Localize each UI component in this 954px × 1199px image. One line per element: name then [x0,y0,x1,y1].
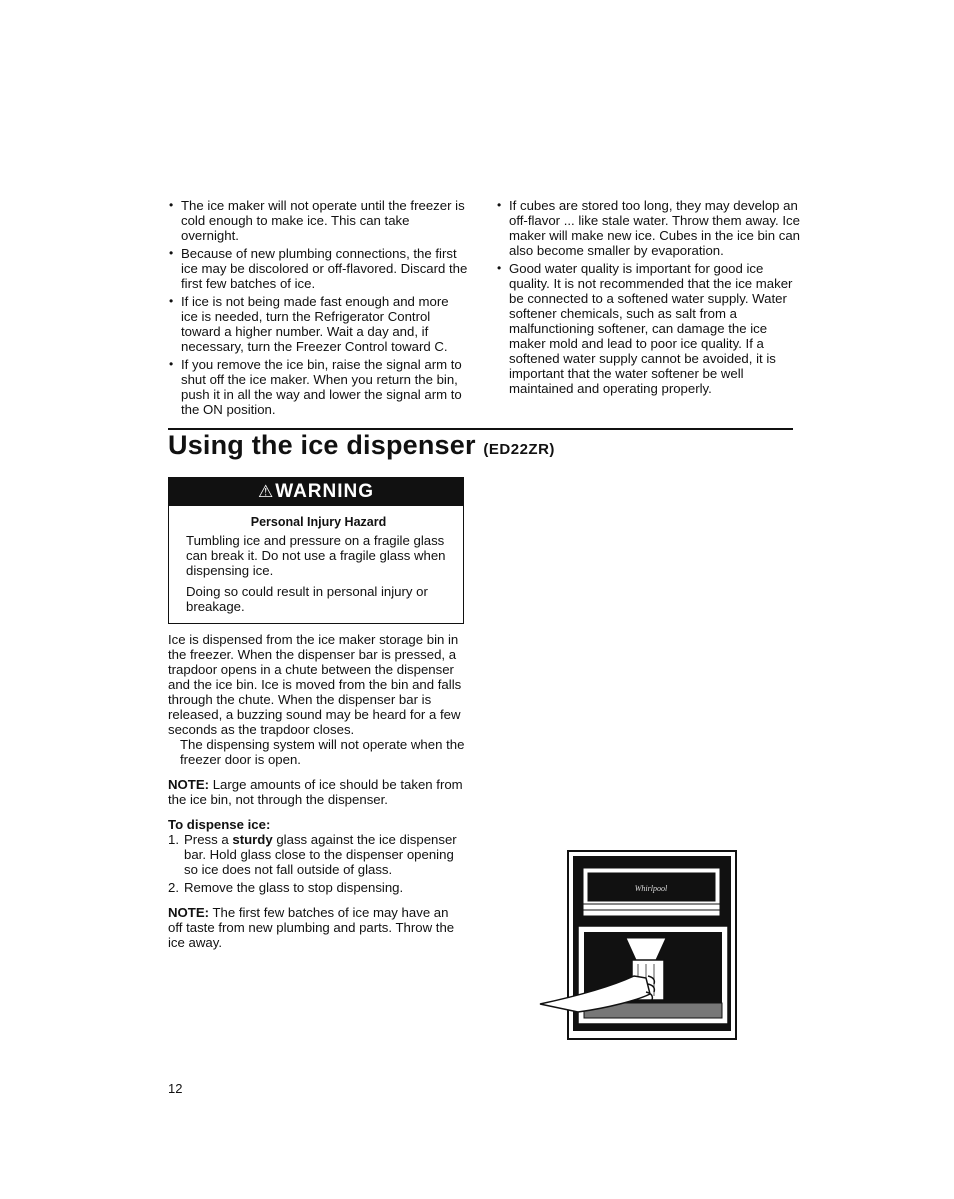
intro-paragraph: Ice is dispensed from the ice maker storage bin in the freezer. When the dispenser bar is pressed, a trapdoor opens in a chute between the dispenser and the ice bin. Ice is moved from the bin and falls through the chute. When the dispenser bar is released, a buzzing sound may be heard for a few seconds as the trapdoor closes. [168,632,462,737]
bullet-text: Because of new plumbing connections, the first ice may be discolored or off-flavored. Discard the first few batches of ice. [181,246,468,291]
note-paragraph [168,905,466,950]
door-note: The dispensing system will not operate when the freezer door is open. [180,737,465,767]
step-text: glass against the ice dispenser bar. Hold glass close to the dispenser opening so ice does not fall outside of glass. [184,832,457,877]
step-text: Remove the glass to stop dispensing. [184,880,404,895]
list-item: • If cubes are stored too long, they may develop an off-flavor ... like stale water. Throw them away. Ice maker will make new ice. Cubes in the ice bin can also become smaller by evaporation. [497,198,800,258]
note-label: NOTE: [168,777,210,792]
warning-body [186,515,451,620]
note-paragraph [168,777,466,807]
bullet-text: The ice maker will not operate until the freezer is cold enough to make ice. This can take overnight. [181,198,465,243]
step-number: 1. [168,832,179,847]
list-item: • Because of new plumbing connections, the first ice may be discolored or off-flavored. Discard the first few batches of ice. [169,246,468,291]
right-column [496,198,800,399]
warning-paragraph: Doing so could result in personal injury or breakage. [186,584,428,614]
dispenser-instructions [168,632,466,950]
ice-dispenser-illustration [538,848,740,1044]
left-column [168,198,468,420]
note-text: Large amounts of ice should be taken from the ice bin, not through the dispenser. [168,777,463,807]
list-item: • If you remove the ice bin, raise the signal arm to shut off the ice maker. When you return the bin, push it in all the way and lower the signal arm to the ON position. [169,357,462,417]
list-item: • If ice is not being made fast enough and more ice is needed, turn the Refrigerator Control toward a higher number. Wait a day and, if necessary, turn the Freezer Control toward C. [169,294,449,354]
list-item: • Good water quality is important for good ice quality. It is not recommended that the ice maker be connected to a softened water supply. Water softener chemicals, such as salt from a malfunctioning softener, can damage the ice maker mold and lead to poor ice quality. If a softened water supply cannot be avoided, it is important that the water softener be well maintained and operating properly. [497,261,793,396]
warning-icon: ⚠ [257,482,274,501]
warning-box [168,477,464,624]
bullet-text: Good water quality is important for good ice quality. It is not recommended that the ice maker be connected to a softened water supply. Water softener chemicals, such as salt from a malfunctioning softener, can damage the ice maker mold and lead to poor ice quality. If a softened water supply cannot be avoided, it is important that the water softener be well maintained and operating properly. [509,261,793,396]
warning-heading: WARNING [275,481,375,502]
model-number: (ED22ZR) [483,441,555,458]
warning-header [169,478,463,506]
list-item: • The ice maker will not operate until the freezer is cold enough to make ice. This can take overnight. [169,198,465,243]
bullet-text: If cubes are stored too long, they may develop an off-flavor ... like stale water. Throw them away. Ice maker will make new ice. Cubes in the ice bin can also become smaller by evaporation. [509,198,800,258]
steps-heading: To dispense ice: [168,817,271,832]
warning-paragraph: Tumbling ice and pressure on a fragile glass can break it. Do not use a fragile glass when dispensing ice. [186,533,446,578]
brand-logo: Whirlpool [634,884,668,893]
bullet-text: If ice is not being made fast enough and more ice is needed, turn the Refrigerator Control toward a higher number. Wait a day and, if necessary, turn the Freezer Control toward C. [181,294,449,354]
step-text: Press a [184,832,233,847]
step-item [168,880,466,895]
page-number: 12 [168,1081,183,1096]
section-title-text: Using the ice dispenser [168,430,476,460]
step-item [168,832,466,877]
step-number: 2. [168,880,179,895]
step-emphasis: sturdy [232,832,273,847]
bullet-text: If you remove the ice bin, raise the signal arm to shut off the ice maker. When you return the bin, push it in all the way and lower the signal arm to the ON position. [181,357,462,417]
section-title [168,430,555,461]
warning-subheading: Personal Injury Hazard [250,515,387,529]
note-text: The first few batches of ice may have an off taste from new plumbing and parts. Throw the ice away. [168,905,455,950]
note-label: NOTE: [168,905,210,920]
